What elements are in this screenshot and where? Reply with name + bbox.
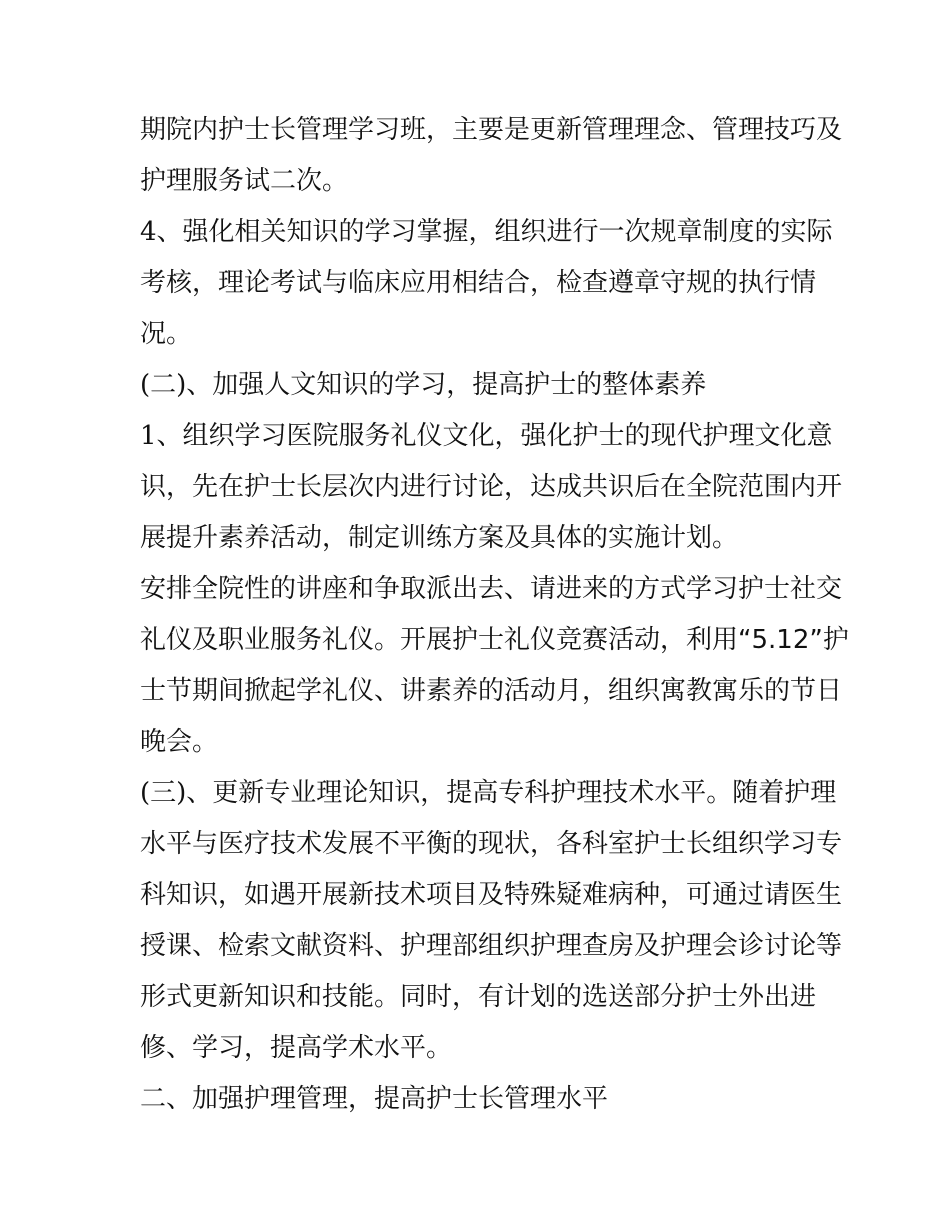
text-line: 安排全院性的讲座和争取派出去、请进来的方式学习护士社交 [140, 574, 843, 604]
text-line: 识，先在护士长层次内进行讨论，达成共识后在全院范围内开 [140, 472, 843, 502]
text-line: 1、组织学习医院服务礼仪文化，强化护士的现代护理文化意 [140, 421, 833, 451]
text-line: 科知识，如遇开展新技术项目及特殊疑难病种，可通过请医生 [140, 880, 843, 910]
text-line: 4、强化相关知识的学习掌握，组织进行一次规章制度的实际 [140, 217, 833, 247]
section-heading: (二)、加强人文知识的学习，提高护士的整体素养 [140, 370, 707, 400]
text-line: 展提升素养活动，制定训练方案及具体的实施计划。 [140, 523, 739, 553]
text-line: 水平与医疗技术发展不平衡的现状，各科室护士长组织学习专 [140, 829, 843, 859]
text-line: 形式更新知识和技能。同时，有计划的选送部分护士外出进 [140, 982, 817, 1012]
text-line: 况。 [140, 319, 193, 349]
text-line: 礼仪及职业服务礼仪。开展护士礼仪竞赛活动，利用“5.12”护 [140, 625, 849, 655]
text-line: 士节期间掀起学礼仪、讲素养的活动月，组织寓教寓乐的节日 [140, 676, 843, 706]
section-heading: (三)、更新专业理论知识，提高专科护理技术水平。随着护理 [140, 778, 837, 808]
text-line: 考核，理论考试与临床应用相结合，检查遵章守规的执行情 [140, 268, 817, 298]
text-line: 修、学习，提高学术水平。 [140, 1033, 453, 1063]
text-line: 期院内护士长管理学习班，主要是更新管理理念、管理技巧及 [140, 115, 843, 145]
section-heading: 二、加强护理管理，提高护士长管理水平 [140, 1084, 609, 1114]
text-line: 晚会。 [140, 727, 219, 757]
text-line: 护理服务试二次。 [140, 166, 349, 196]
text-line: 授课、检索文献资料、护理部组织护理查房及护理会诊讨论等 [140, 931, 843, 961]
